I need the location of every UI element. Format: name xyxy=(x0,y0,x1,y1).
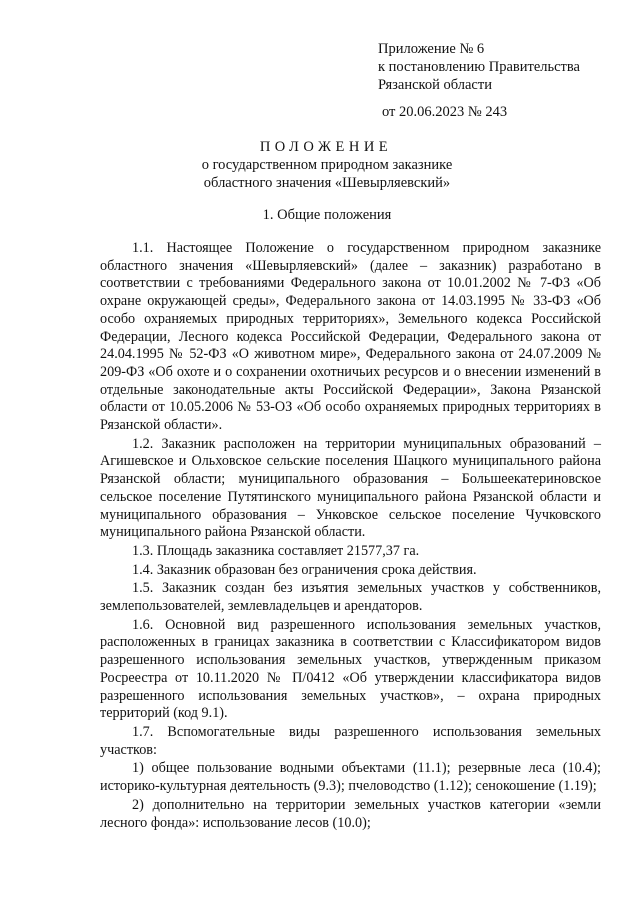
list-item-1: 1) общее пользование водными объектами (11.1); резервные леса (10.4); историко-культурная деятельность (9.3); пчеловодство (1.12); сенокошение (1.19); xyxy=(100,760,601,795)
paragraph-1-6: 1.6. Основной вид разрешенного использования земельных участков, расположенных в границах заказника в соответствии с Классификатором видов разрешенного использования земельных участков, утвержденным приказом Росреестра от 10.11.2020 № П/0412 «Об утверждении классификатора видов разрешенного использования земельных участков», – охрана природных территорий (код 9.1). xyxy=(100,616,601,722)
document-title xyxy=(0,138,640,192)
appendix-date: от 20.06.2023 № 243 xyxy=(382,104,508,120)
list-item-2: 2) дополнительно на территории земельных участков категории «земли лесного фонда»: использование лесов (10.0); xyxy=(100,796,601,831)
paragraph-1-3: 1.3. Площадь заказника составляет 21577,37 га. xyxy=(132,542,420,559)
paragraph-1-5: 1.5. Заказник создан без изъятия земельных участков у собственников, землепользователей, землевладельцев и арендаторов. xyxy=(100,580,601,615)
paragraph-1-4: 1.4. Заказник образован без ограничения срока действия. xyxy=(132,561,477,578)
paragraph-1-2: 1.2. Заказник расположен на территории муниципальных образований – Агишевское и Ольховское сельские поселения Шацкого муниципального района Рязанской области; муниципального образования – Большеекатериновское сельское поселение Путятинского муниципального района Рязанской области и муниципального образования – Унковское сельское поселение Чучковского муниципального района Рязанской области. xyxy=(100,435,601,541)
appendix-number: Приложение № 6 xyxy=(378,41,485,57)
appendix-region: Рязанской области xyxy=(378,77,492,93)
title-main: ПОЛОЖЕНИЕ xyxy=(259,139,393,155)
paragraph-1-1: 1.1. Настоящее Положение о государственном природном заказнике областного значения «Шевырляевский» (далее – заказник) разработано в соответствии с требованиями Федерального закона от 10.01.2002 № 7-ФЗ «Об охране окружающей среды», Федерального закона от 14.03.1995 № 33-ФЗ «Об особо охраняемых природных территориях», Земельного кодекса Российской Федерации, Лесного кодекса Российской Федерации, Федерального закона от 24.04.1995 № 52-ФЗ «О животном мире», Федерального закона от 24.07.2009 № 209-ФЗ «Об охоте и о сохранении охотничьих ресурсов и о внесении изменений в отдельные законодательные акты Российской Федерации», Закона Рязанской области от 10.05.2006 № 53-ОЗ «Об особо охраняемых природных территориях в Рязанской области». xyxy=(100,240,601,434)
title-subtitle-line2: областного значения «Шевырляевский» xyxy=(203,175,451,191)
section-heading: 1. Общие положения xyxy=(262,207,392,223)
document-body xyxy=(100,240,601,832)
appendix-resolution: к постановлению Правительства xyxy=(378,59,580,75)
appendix-header xyxy=(378,40,580,121)
paragraph-1-7: 1.7. Вспомогательные виды разрешенного использования земельных участков: xyxy=(100,723,601,758)
title-subtitle-line1: о государственном природном заказнике xyxy=(201,157,453,173)
